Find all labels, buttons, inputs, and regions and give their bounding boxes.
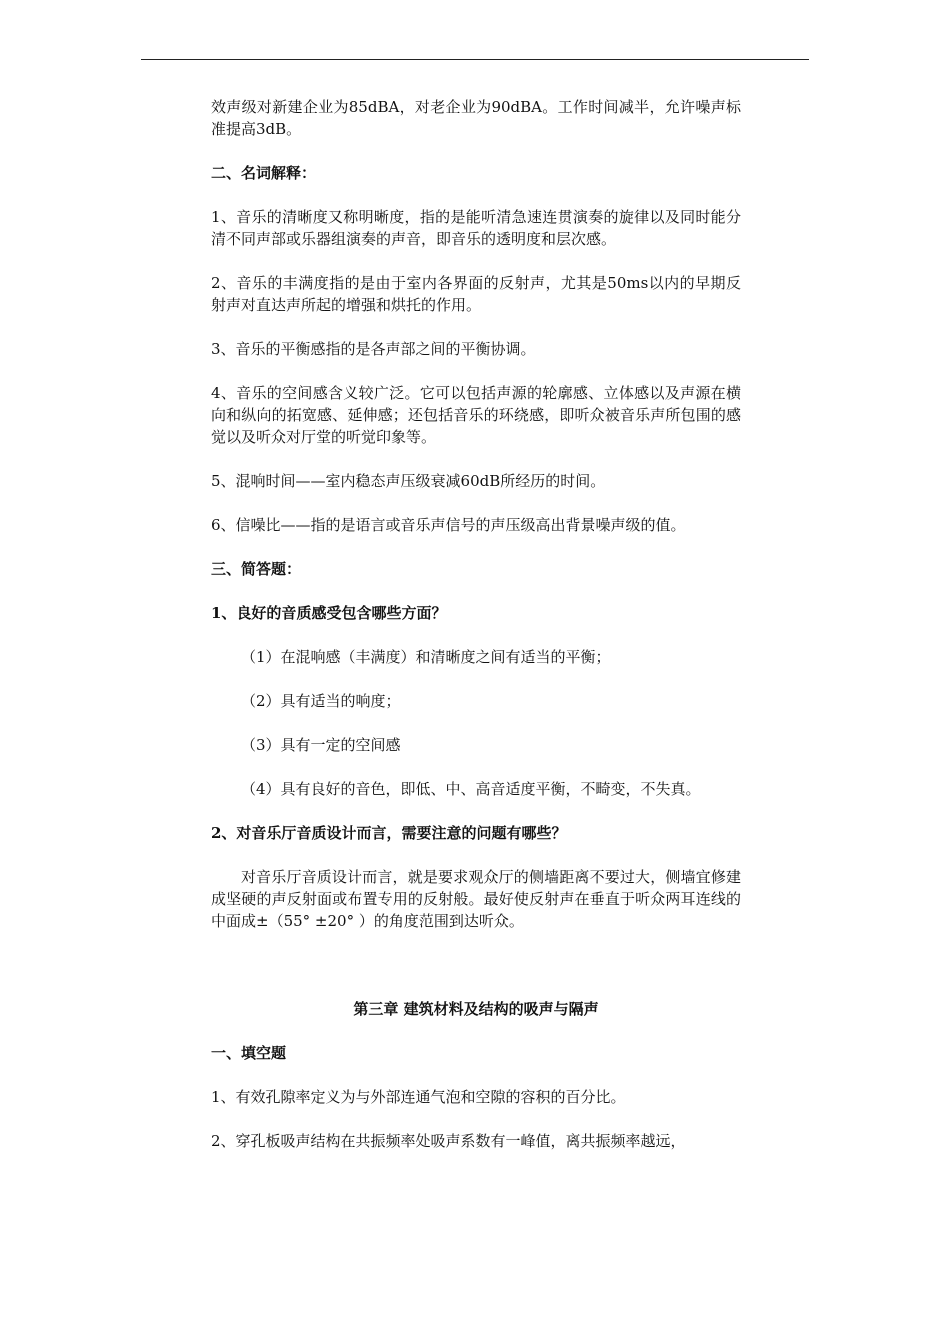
term-item-4: 4、音乐的空间感含义较广泛。它可以包括声源的轮廓感、立体感以及声源在横向和纵向的拓宽感、延伸感；还包括音乐的环绕感，即听众被音乐声所包围的感觉以及听众对厅堂的听觉印象等。 <box>211 384 741 446</box>
term-item-6: 6、信噪比——指的是语言或音乐声信号的声压级高出背景噪声级的值。 <box>211 516 686 534</box>
term-item-1: 1、音乐的清晰度又称明晰度，指的是能听清急速连贯演奏的旋律以及同时能分清不同声部或乐器组演奏的声音，即音乐的透明度和层次感。 <box>211 208 741 248</box>
answer-1-item-2: （2）具有适当的响度； <box>241 692 401 710</box>
continuation-paragraph: 效声级对新建企业为85dBA，对老企业为90dBA。工作时间减半，允许噪声标准提高3dB。 <box>211 98 741 138</box>
header-rule <box>141 59 809 60</box>
term-item-2: 2、音乐的丰满度指的是由于室内各界面的反射声，尤其是50ms以内的早期反射声对直达声所起的增强和烘托的作用。 <box>211 274 741 314</box>
document-body <box>211 96 741 1152</box>
term-item-5: 5、混响时间——室内稳态声压级衰减60dB所经历的时间。 <box>211 472 606 490</box>
section-heading-terms: 二、名词解释： <box>211 164 317 182</box>
question-1: 1、良好的音质感受包含哪些方面？ <box>211 604 447 622</box>
question-2: 2、对音乐厅音质设计而言，需要注意的问题有哪些？ <box>211 824 567 842</box>
section-heading-fill-blank: 一、填空题 <box>211 1044 287 1062</box>
answer-1-item-4: （4）具有良好的音色，即低、中、高音适度平衡，不畸变，不失真。 <box>241 780 701 798</box>
fill-item-1: 1、有效孔隙率定义为与外部连通气泡和空隙的容积的百分比。 <box>211 1088 626 1106</box>
answer-1-item-1: （1）在混响感（丰满度）和清晰度之间有适当的平衡； <box>241 648 611 666</box>
answer-1-item-3: （3）具有一定的空间感 <box>241 736 401 754</box>
fill-item-2: 2、穿孔板吸声结构在共振频率处吸声系数有一峰值，离共振频率越远， <box>211 1132 686 1150</box>
answer-2: 对音乐厅音质设计而言，就是要求观众厅的侧墙距离不要过大，侧墙宜修建成坚硬的声反射面或布置专用的反射般。最好使反射声在垂直于听众两耳连线的中面成±（55° ±20° ）的角度范围到达听众。 <box>211 868 741 930</box>
section-heading-short-answer: 三、简答题： <box>211 560 302 578</box>
term-item-3: 3、音乐的平衡感指的是各声部之间的平衡协调。 <box>211 340 536 358</box>
chapter-title: 第三章 建筑材料及结构的吸声与隔声 <box>353 1000 599 1018</box>
